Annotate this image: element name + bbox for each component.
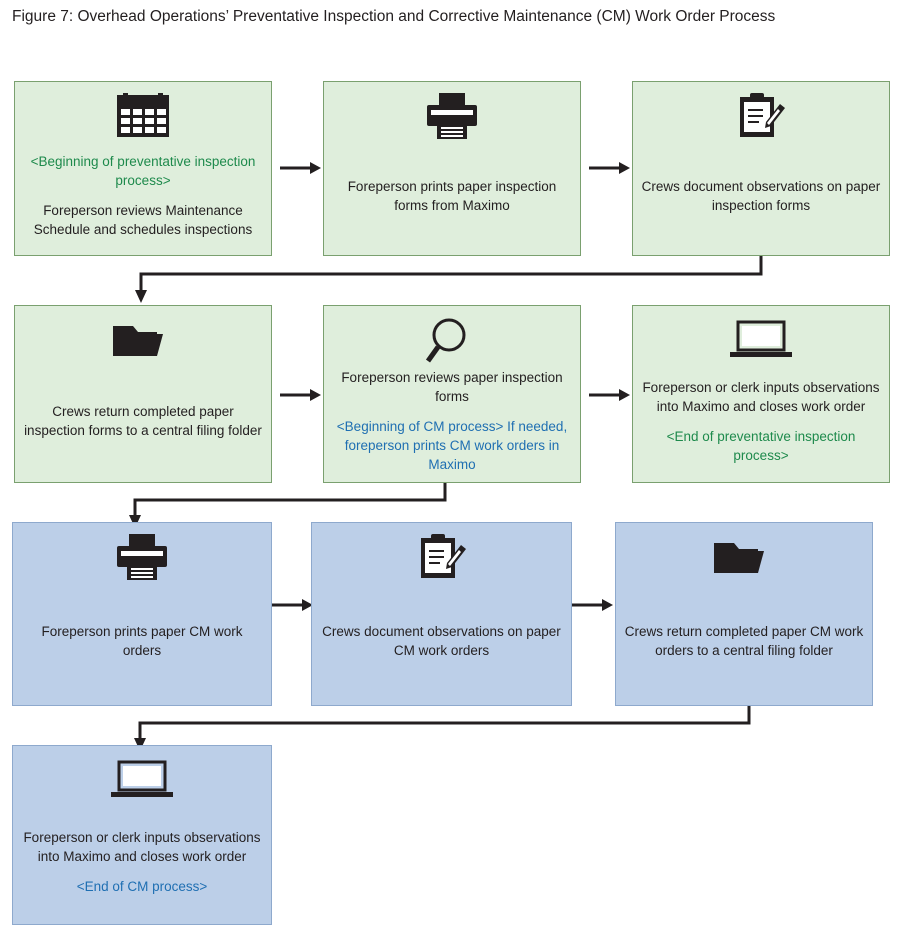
process-box-n8-text [320, 585, 563, 697]
clipboard-pencil-icon [417, 533, 467, 581]
process-box-n6-text [641, 368, 881, 474]
node-line: <Beginning of preventative inspection process> [30, 154, 256, 188]
laptop-icon [109, 756, 175, 804]
printer-icon [114, 533, 170, 581]
node-line: Crews document observations on paper CM work orders [322, 624, 561, 658]
node-line: Foreperson prints paper inspection forms from Maximo [347, 178, 557, 213]
process-box-n3 [632, 81, 890, 256]
arrow-n7-n8 [272, 598, 314, 612]
node-line: Crews return completed paper inspection forms to a central filing folder [24, 404, 262, 438]
node-line: Foreperson reviews Maintenance Schedule and schedules inspections [33, 203, 253, 237]
magnifier-icon [426, 316, 478, 364]
process-box-n9-text [624, 585, 864, 697]
node-line: <Beginning of CM process> If needed, foreperson prints CM work orders in Maximo [336, 419, 568, 472]
process-box-n1-text [23, 144, 263, 247]
arrow-n4-n5 [280, 388, 322, 402]
process-box-n8 [311, 522, 572, 706]
process-box-n1 [14, 81, 272, 256]
node-line: Foreperson or clerk inputs observations into Maximo and closes work order [23, 830, 261, 864]
node-line: Foreperson or clerk inputs observations into Maximo and closes work order [642, 379, 880, 414]
node-line: Crews return completed paper CM work orders to a central filing folder [624, 624, 864, 658]
process-box-n9 [615, 522, 873, 706]
process-box-n10-text [21, 808, 263, 916]
node-line: <End of preventative inspection process> [666, 428, 856, 463]
laptop-icon [728, 316, 794, 364]
arrow-n2-n3 [589, 161, 631, 175]
process-box-n4-text [23, 368, 263, 474]
arrow-n5-n6 [589, 388, 631, 402]
node-line: Foreperson reviews paper inspection forms [341, 370, 563, 404]
connector-n3-n4 [130, 256, 770, 306]
calendar-icon [115, 92, 171, 140]
arrow-n8-n9 [572, 598, 614, 612]
process-box-n7 [12, 522, 272, 706]
process-box-n6 [632, 305, 890, 483]
page-title: Figure 7: Overhead Operations’ Preventative Inspection and Corrective Maintenance (CM) Work Order Process [12, 8, 776, 25]
process-box-n5 [323, 305, 581, 483]
node-line: <End of CM process> [76, 879, 208, 894]
process-box-n7-text [21, 585, 263, 697]
process-box-n3-text [641, 144, 881, 247]
arrow-n1-n2 [280, 161, 322, 175]
node-line: Foreperson prints paper CM work orders [41, 624, 243, 658]
printer-icon [424, 92, 480, 140]
process-box-n4 [14, 305, 272, 483]
node-line: Crews document observations on paper inspection forms [641, 178, 881, 213]
process-box-n2-text [332, 144, 572, 247]
folder-icon [111, 316, 175, 364]
clipboard-pencil-icon [736, 92, 786, 140]
process-box-n2 [323, 81, 581, 256]
folder-icon [712, 533, 776, 581]
process-box-n10 [12, 745, 272, 925]
process-box-n5-text [332, 368, 572, 474]
